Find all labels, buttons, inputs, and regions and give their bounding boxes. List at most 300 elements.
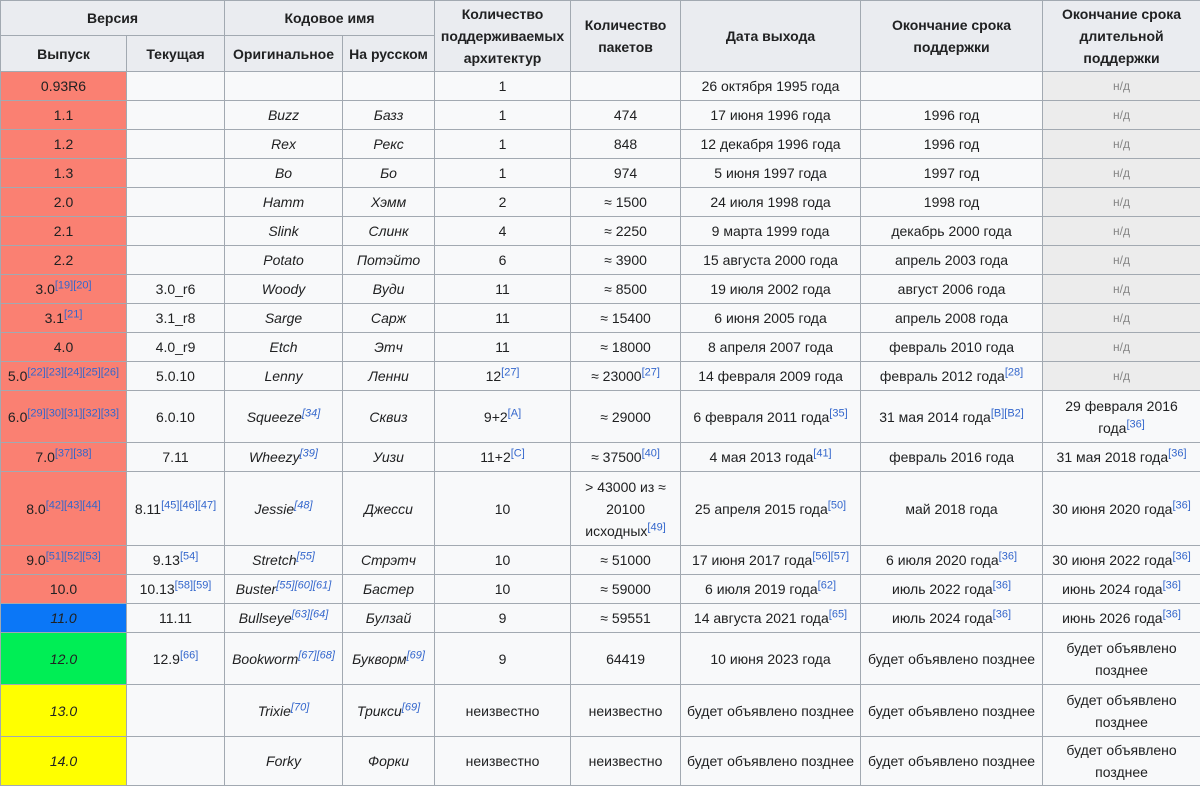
release-cell xyxy=(1,472,127,546)
reference-link[interactable]: [70] xyxy=(291,701,309,713)
reference-link[interactable]: [22][23][24][25][26] xyxy=(27,366,119,378)
codename-original-cell xyxy=(225,217,343,246)
reference-link[interactable]: [56][57] xyxy=(812,550,849,562)
packages-cell xyxy=(571,604,681,633)
release-cell-text: 1.2 xyxy=(54,136,73,152)
reference-link[interactable]: [55] xyxy=(297,550,315,562)
architectures-cell xyxy=(435,72,571,101)
release-date-cell xyxy=(681,304,861,333)
architectures-cell-text: 4 xyxy=(499,223,507,239)
reference-link[interactable]: [36] xyxy=(1126,418,1144,430)
table-row xyxy=(1,304,1200,333)
architectures-cell xyxy=(435,575,571,604)
release-cell-text: 1.1 xyxy=(54,107,73,123)
release-cell-text: 3.0 xyxy=(35,281,54,297)
codename-original-cell xyxy=(225,633,343,685)
architectures-cell-text: 11+2 xyxy=(480,449,511,465)
reference-link[interactable]: [49] xyxy=(647,521,665,533)
release-cell-text: 12.0 xyxy=(50,651,77,667)
codename-original-cell xyxy=(225,362,343,391)
eol-cell xyxy=(861,685,1043,737)
codename-russian-cell xyxy=(343,217,435,246)
eol-cell xyxy=(861,362,1043,391)
lts-eol-cell-text: 29 февраля 2016 года xyxy=(1065,398,1178,436)
header-eol: Окончание срока поддержки xyxy=(861,1,1043,72)
codename-original-cell xyxy=(225,546,343,575)
reference-link[interactable]: [36] xyxy=(1168,447,1186,459)
reference-link[interactable]: [41] xyxy=(813,447,831,459)
architectures-cell xyxy=(435,633,571,685)
codename-russian-cell-text: Вуди xyxy=(373,281,405,297)
release-date-cell-text: 25 апреля 2015 года xyxy=(695,501,828,517)
release-cell-text: 8.0 xyxy=(26,501,45,517)
codename-russian-cell-text: Букворм xyxy=(352,651,406,667)
table-row xyxy=(1,188,1200,217)
lts-eol-cell xyxy=(1043,159,1200,188)
codename-russian-cell-text: Базз xyxy=(374,107,404,123)
reference-link[interactable]: [29][30][31][32][33] xyxy=(27,407,119,419)
release-cell-text: 5.0 xyxy=(8,368,27,384)
release-date-cell xyxy=(681,130,861,159)
reference-link[interactable]: [66] xyxy=(180,649,198,661)
codename-russian-cell xyxy=(343,159,435,188)
codename-russian-cell xyxy=(343,101,435,130)
lts-eol-cell xyxy=(1043,685,1200,737)
codename-original-cell xyxy=(225,304,343,333)
eol-cell-text: июль 2022 года xyxy=(892,581,993,597)
architectures-cell-text: 1 xyxy=(499,136,507,152)
table-row xyxy=(1,391,1200,443)
current-version-cell xyxy=(127,159,225,188)
codename-russian-cell-text: Бо xyxy=(380,165,397,181)
current-version-cell xyxy=(127,130,225,159)
lts-eol-cell xyxy=(1043,546,1200,575)
release-cell xyxy=(1,304,127,333)
lts-eol-cell-text: июнь 2026 года xyxy=(1062,610,1163,626)
release-date-cell xyxy=(681,472,861,546)
architectures-cell xyxy=(435,604,571,633)
lts-eol-cell xyxy=(1043,362,1200,391)
eol-cell xyxy=(861,130,1043,159)
reference-link[interactable]: [42][43][44] xyxy=(46,499,101,511)
table-row xyxy=(1,443,1200,472)
release-cell xyxy=(1,333,127,362)
eol-cell xyxy=(861,101,1043,130)
reference-link[interactable]: [27] xyxy=(642,366,660,378)
current-version-cell-text: 10.13 xyxy=(140,581,175,597)
architectures-cell-text: 10 xyxy=(495,501,511,517)
codename-original-cell xyxy=(225,333,343,362)
header-architectures: Количество поддерживаемых архитектур xyxy=(435,1,571,72)
current-version-cell-text: 11.11 xyxy=(159,610,192,626)
architectures-cell-text: неизвестно xyxy=(466,753,540,769)
current-version-cell-text: 4.0_r9 xyxy=(156,339,196,355)
current-version-cell-text: 9.13 xyxy=(153,552,180,568)
codename-russian-cell xyxy=(343,575,435,604)
lts-eol-cell xyxy=(1043,130,1200,159)
current-version-cell xyxy=(127,685,225,737)
lts-eol-cell xyxy=(1043,737,1200,786)
architectures-cell xyxy=(435,101,571,130)
codename-russian-cell xyxy=(343,304,435,333)
current-version-cell xyxy=(127,246,225,275)
codename-original-cell xyxy=(225,246,343,275)
lts-eol-cell xyxy=(1043,246,1200,275)
current-version-cell xyxy=(127,391,225,443)
packages-cell xyxy=(571,159,681,188)
header-release: Выпуск xyxy=(1,36,127,72)
current-version-cell xyxy=(127,275,225,304)
reference-link[interactable]: [65] xyxy=(829,608,847,620)
lts-eol-cell-text: будет объявлено позднее xyxy=(1066,692,1176,730)
release-cell xyxy=(1,159,127,188)
reference-link[interactable]: [36] xyxy=(993,608,1011,620)
reference-link[interactable]: [34] xyxy=(302,407,320,419)
eol-cell xyxy=(861,546,1043,575)
codename-original-cell-text: Stretch xyxy=(252,552,296,568)
release-cell xyxy=(1,737,127,786)
reference-link[interactable]: [67][68] xyxy=(298,649,335,661)
table-row xyxy=(1,246,1200,275)
release-date-cell-text: 6 июля 2019 года xyxy=(705,581,818,597)
architectures-cell xyxy=(435,546,571,575)
current-version-cell xyxy=(127,188,225,217)
reference-link[interactable]: [39] xyxy=(300,447,318,459)
eol-cell xyxy=(861,737,1043,786)
release-date-cell xyxy=(681,362,861,391)
reference-link[interactable]: [36] xyxy=(993,579,1011,591)
current-version-cell xyxy=(127,633,225,685)
packages-cell xyxy=(571,275,681,304)
codename-russian-cell-text: Трикси xyxy=(357,703,402,719)
eol-cell-text: август 2006 года xyxy=(898,281,1006,297)
reference-link[interactable]: [36] xyxy=(999,550,1017,562)
release-date-cell xyxy=(681,217,861,246)
release-cell xyxy=(1,101,127,130)
release-cell-text: 2.0 xyxy=(54,194,73,210)
release-date-cell xyxy=(681,546,861,575)
eol-cell-text: февраль 2016 года xyxy=(889,449,1014,465)
reference-link[interactable]: [35] xyxy=(829,407,847,419)
current-version-cell-text: 7.11 xyxy=(162,449,188,465)
header-codename: Кодовое имя xyxy=(225,1,435,36)
release-cell xyxy=(1,72,127,101)
codename-original-cell-text: Etch xyxy=(270,339,298,355)
lts-eol-cell-text: н/д xyxy=(1113,340,1130,354)
header-lts-eol: Окончание срока длительной поддержки xyxy=(1043,1,1200,72)
reference-link[interactable]: [69] xyxy=(407,649,425,661)
eol-cell-text: июль 2024 года xyxy=(892,610,993,626)
release-cell-text: 13.0 xyxy=(50,703,77,719)
codename-russian-cell xyxy=(343,633,435,685)
codename-russian-cell xyxy=(343,391,435,443)
eol-cell-text: февраль 2010 года xyxy=(889,339,1014,355)
release-date-cell-text: 19 июля 2002 года xyxy=(710,281,830,297)
packages-cell xyxy=(571,333,681,362)
release-cell-text: 4.0 xyxy=(54,339,73,355)
packages-cell-text: 64419 xyxy=(606,651,645,667)
architectures-cell xyxy=(435,304,571,333)
lts-eol-cell-text: н/д xyxy=(1113,224,1130,238)
reference-link[interactable]: [36] xyxy=(1172,550,1190,562)
reference-link[interactable]: [69] xyxy=(402,701,420,713)
lts-eol-cell-text: будет объявлено позднее xyxy=(1066,742,1176,780)
codename-russian-cell-text: Булзай xyxy=(366,610,411,626)
codename-russian-cell-text: Этч xyxy=(374,339,403,355)
codename-russian-cell-text: Потэйто xyxy=(357,252,420,268)
release-date-cell-text: 6 февраля 2011 года xyxy=(693,409,829,425)
eol-cell-text: 1997 год xyxy=(924,165,979,181)
current-version-cell xyxy=(127,443,225,472)
architectures-cell-text: 1 xyxy=(499,165,507,181)
lts-eol-cell-text: н/д xyxy=(1113,166,1130,180)
architectures-cell-text: 1 xyxy=(499,78,507,94)
architectures-cell xyxy=(435,737,571,786)
release-date-cell xyxy=(681,737,861,786)
codename-original-cell xyxy=(225,159,343,188)
packages-cell-text: ≈ 18000 xyxy=(600,339,651,355)
packages-cell xyxy=(571,101,681,130)
eol-cell-text: февраль 2012 года xyxy=(880,368,1005,384)
eol-cell xyxy=(861,575,1043,604)
reference-link[interactable]: [48] xyxy=(294,499,312,511)
architectures-cell-text: 11 xyxy=(495,310,510,326)
packages-cell xyxy=(571,472,681,546)
lts-eol-cell-text: 30 июня 2022 года xyxy=(1052,552,1172,568)
header-russian: На русском xyxy=(343,36,435,72)
packages-cell-text: ≈ 59000 xyxy=(600,581,651,597)
release-date-cell-text: 14 февраля 2009 года xyxy=(698,368,843,384)
codename-original-cell xyxy=(225,575,343,604)
architectures-cell xyxy=(435,159,571,188)
reference-link[interactable]: [B][B2] xyxy=(991,407,1024,419)
header-packages: Количество пакетов xyxy=(571,1,681,72)
packages-cell-text: ≈ 15400 xyxy=(600,310,651,326)
codename-original-cell xyxy=(225,130,343,159)
codename-original-cell xyxy=(225,472,343,546)
release-cell-text: 6.0 xyxy=(8,409,27,425)
eol-cell-text: 6 июля 2020 года xyxy=(886,552,999,568)
current-version-cell xyxy=(127,333,225,362)
release-cell xyxy=(1,575,127,604)
reference-link[interactable]: [28] xyxy=(1005,366,1023,378)
release-date-cell-text: 10 июня 2023 года xyxy=(710,651,830,667)
codename-russian-cell xyxy=(343,362,435,391)
reference-link[interactable]: [51][52][53] xyxy=(46,550,101,562)
codename-original-cell-text: Buzz xyxy=(268,107,299,123)
current-version-cell xyxy=(127,575,225,604)
packages-cell xyxy=(571,575,681,604)
packages-cell-text: ≈ 59551 xyxy=(600,610,651,626)
release-cell xyxy=(1,246,127,275)
release-date-cell-text: 17 июня 2017 года xyxy=(692,552,812,568)
packages-cell-text: ≈ 29000 xyxy=(600,409,651,425)
reference-link[interactable]: [55][60][61] xyxy=(276,579,331,591)
reference-link[interactable]: [A] xyxy=(508,407,521,419)
codename-original-cell-text: Forky xyxy=(266,753,301,769)
release-date-cell-text: 9 марта 1999 года xyxy=(712,223,830,239)
release-cell xyxy=(1,130,127,159)
release-date-cell xyxy=(681,685,861,737)
release-cell-text: 3.1 xyxy=(45,310,64,326)
release-date-cell-text: 24 июля 1998 года xyxy=(710,194,830,210)
eol-cell-text: апрель 2008 года xyxy=(895,310,1008,326)
current-version-cell xyxy=(127,101,225,130)
release-cell xyxy=(1,685,127,737)
reference-link[interactable]: [21] xyxy=(64,308,82,320)
packages-cell xyxy=(571,546,681,575)
table-row xyxy=(1,159,1200,188)
codename-original-cell-text: Rex xyxy=(271,136,296,152)
reference-link[interactable]: [36] xyxy=(1163,579,1181,591)
architectures-cell xyxy=(435,443,571,472)
packages-cell-text: ≈ 2250 xyxy=(604,223,647,239)
eol-cell-text: 31 мая 2014 года xyxy=(879,409,991,425)
reference-link[interactable]: [37][38] xyxy=(55,447,92,459)
current-version-cell xyxy=(127,472,225,546)
release-date-cell xyxy=(681,159,861,188)
eol-cell xyxy=(861,333,1043,362)
table-row xyxy=(1,633,1200,685)
codename-russian-cell-text: Хэмм xyxy=(371,194,406,210)
codename-original-cell-text: Jessie xyxy=(254,501,294,517)
codename-original-cell xyxy=(225,275,343,304)
lts-eol-cell-text: н/д xyxy=(1113,79,1130,93)
lts-eol-cell xyxy=(1043,575,1200,604)
reference-link[interactable]: [27] xyxy=(501,366,519,378)
eol-cell xyxy=(861,275,1043,304)
current-version-cell-text: 6.0.10 xyxy=(156,409,195,425)
release-cell-text: 14.0 xyxy=(50,753,77,769)
current-version-cell xyxy=(127,737,225,786)
architectures-cell-text: 11 xyxy=(495,281,510,297)
reference-link[interactable]: [40] xyxy=(642,447,660,459)
lts-eol-cell-text: н/д xyxy=(1113,253,1130,267)
codename-russian-cell xyxy=(343,685,435,737)
reference-link[interactable]: [36] xyxy=(1163,608,1181,620)
packages-cell xyxy=(571,217,681,246)
current-version-cell xyxy=(127,546,225,575)
eol-cell xyxy=(861,217,1043,246)
reference-link[interactable]: [63][64] xyxy=(292,608,329,620)
release-date-cell xyxy=(681,575,861,604)
codename-russian-cell-text: Стрэтч xyxy=(361,552,416,568)
codename-russian-cell-text: Сквиз xyxy=(369,409,407,425)
lts-eol-cell xyxy=(1043,443,1200,472)
lts-eol-cell xyxy=(1043,304,1200,333)
codename-original-cell-text: Slink xyxy=(268,223,298,239)
codename-russian-cell-text: Слинк xyxy=(368,223,408,239)
codename-russian-cell-text: Сарж xyxy=(371,310,406,326)
architectures-cell-text: 6 xyxy=(499,252,507,268)
eol-cell-text: декабрь 2000 года xyxy=(891,223,1011,239)
table-row xyxy=(1,130,1200,159)
eol-cell xyxy=(861,304,1043,333)
eol-cell xyxy=(861,391,1043,443)
reference-link[interactable]: [54] xyxy=(180,550,198,562)
architectures-cell-text: 12 xyxy=(486,368,502,384)
current-version-cell-text: 3.1_r8 xyxy=(156,310,196,326)
packages-cell-text: ≈ 1500 xyxy=(604,194,647,210)
table-row xyxy=(1,72,1200,101)
architectures-cell xyxy=(435,130,571,159)
release-cell-text: 0.93R6 xyxy=(41,78,86,94)
codename-original-cell xyxy=(225,443,343,472)
codename-russian-cell xyxy=(343,130,435,159)
packages-cell-text: > 43000 из ≈ 20100 исходных xyxy=(585,479,666,539)
release-cell xyxy=(1,275,127,304)
lts-eol-cell xyxy=(1043,333,1200,362)
reference-link[interactable]: [19][20] xyxy=(55,279,92,291)
lts-eol-cell xyxy=(1043,72,1200,101)
release-cell-text: 11.0 xyxy=(50,610,76,626)
codename-russian-cell xyxy=(343,246,435,275)
lts-eol-cell xyxy=(1043,604,1200,633)
architectures-cell xyxy=(435,275,571,304)
packages-cell-text: неизвестно xyxy=(589,703,663,719)
reference-link[interactable]: [45][46][47] xyxy=(161,499,216,511)
release-cell xyxy=(1,188,127,217)
codename-russian-cell-text: Бастер xyxy=(363,581,414,597)
lts-eol-cell xyxy=(1043,217,1200,246)
eol-cell xyxy=(861,72,1043,101)
architectures-cell-text: 2 xyxy=(499,194,507,210)
codename-original-cell-text: Bo xyxy=(275,165,292,181)
table-row xyxy=(1,737,1200,786)
architectures-cell-text: неизвестно xyxy=(466,703,540,719)
codename-russian-cell-text: Ленни xyxy=(368,368,409,384)
release-cell xyxy=(1,217,127,246)
release-cell-text: 7.0 xyxy=(35,449,54,465)
reference-link[interactable]: [C] xyxy=(511,447,525,459)
packages-cell xyxy=(571,246,681,275)
eol-cell xyxy=(861,472,1043,546)
reference-link[interactable]: [50] xyxy=(828,499,846,511)
lts-eol-cell-text: н/д xyxy=(1113,282,1130,296)
lts-eol-cell xyxy=(1043,391,1200,443)
codename-russian-cell xyxy=(343,275,435,304)
packages-cell-text: ≈ 23000 xyxy=(591,368,642,384)
architectures-cell-text: 9+2 xyxy=(484,409,508,425)
codename-russian-cell xyxy=(343,72,435,101)
codename-russian-cell-text: Уизи xyxy=(373,449,404,465)
release-cell xyxy=(1,604,127,633)
release-date-cell xyxy=(681,333,861,362)
table-row xyxy=(1,275,1200,304)
reference-link[interactable]: [36] xyxy=(1172,499,1190,511)
release-date-cell-text: 17 июня 1996 года xyxy=(710,107,830,123)
release-date-cell xyxy=(681,604,861,633)
architectures-cell xyxy=(435,362,571,391)
codename-original-cell xyxy=(225,604,343,633)
codename-original-cell xyxy=(225,391,343,443)
lts-eol-cell xyxy=(1043,472,1200,546)
packages-cell xyxy=(571,304,681,333)
lts-eol-cell xyxy=(1043,633,1200,685)
packages-cell-text: неизвестно xyxy=(589,753,663,769)
packages-cell-text: 848 xyxy=(614,136,637,152)
packages-cell xyxy=(571,685,681,737)
lts-eol-cell-text: н/д xyxy=(1113,108,1130,122)
architectures-cell xyxy=(435,472,571,546)
reference-link[interactable]: [58][59] xyxy=(175,579,212,591)
header-version: Версия xyxy=(1,1,225,36)
reference-link[interactable]: [62] xyxy=(818,579,836,591)
codename-russian-cell-text: Рекс xyxy=(373,136,403,152)
codename-original-cell-text: Bullseye xyxy=(239,610,292,626)
lts-eol-cell-text: н/д xyxy=(1113,311,1130,325)
eol-cell xyxy=(861,246,1043,275)
